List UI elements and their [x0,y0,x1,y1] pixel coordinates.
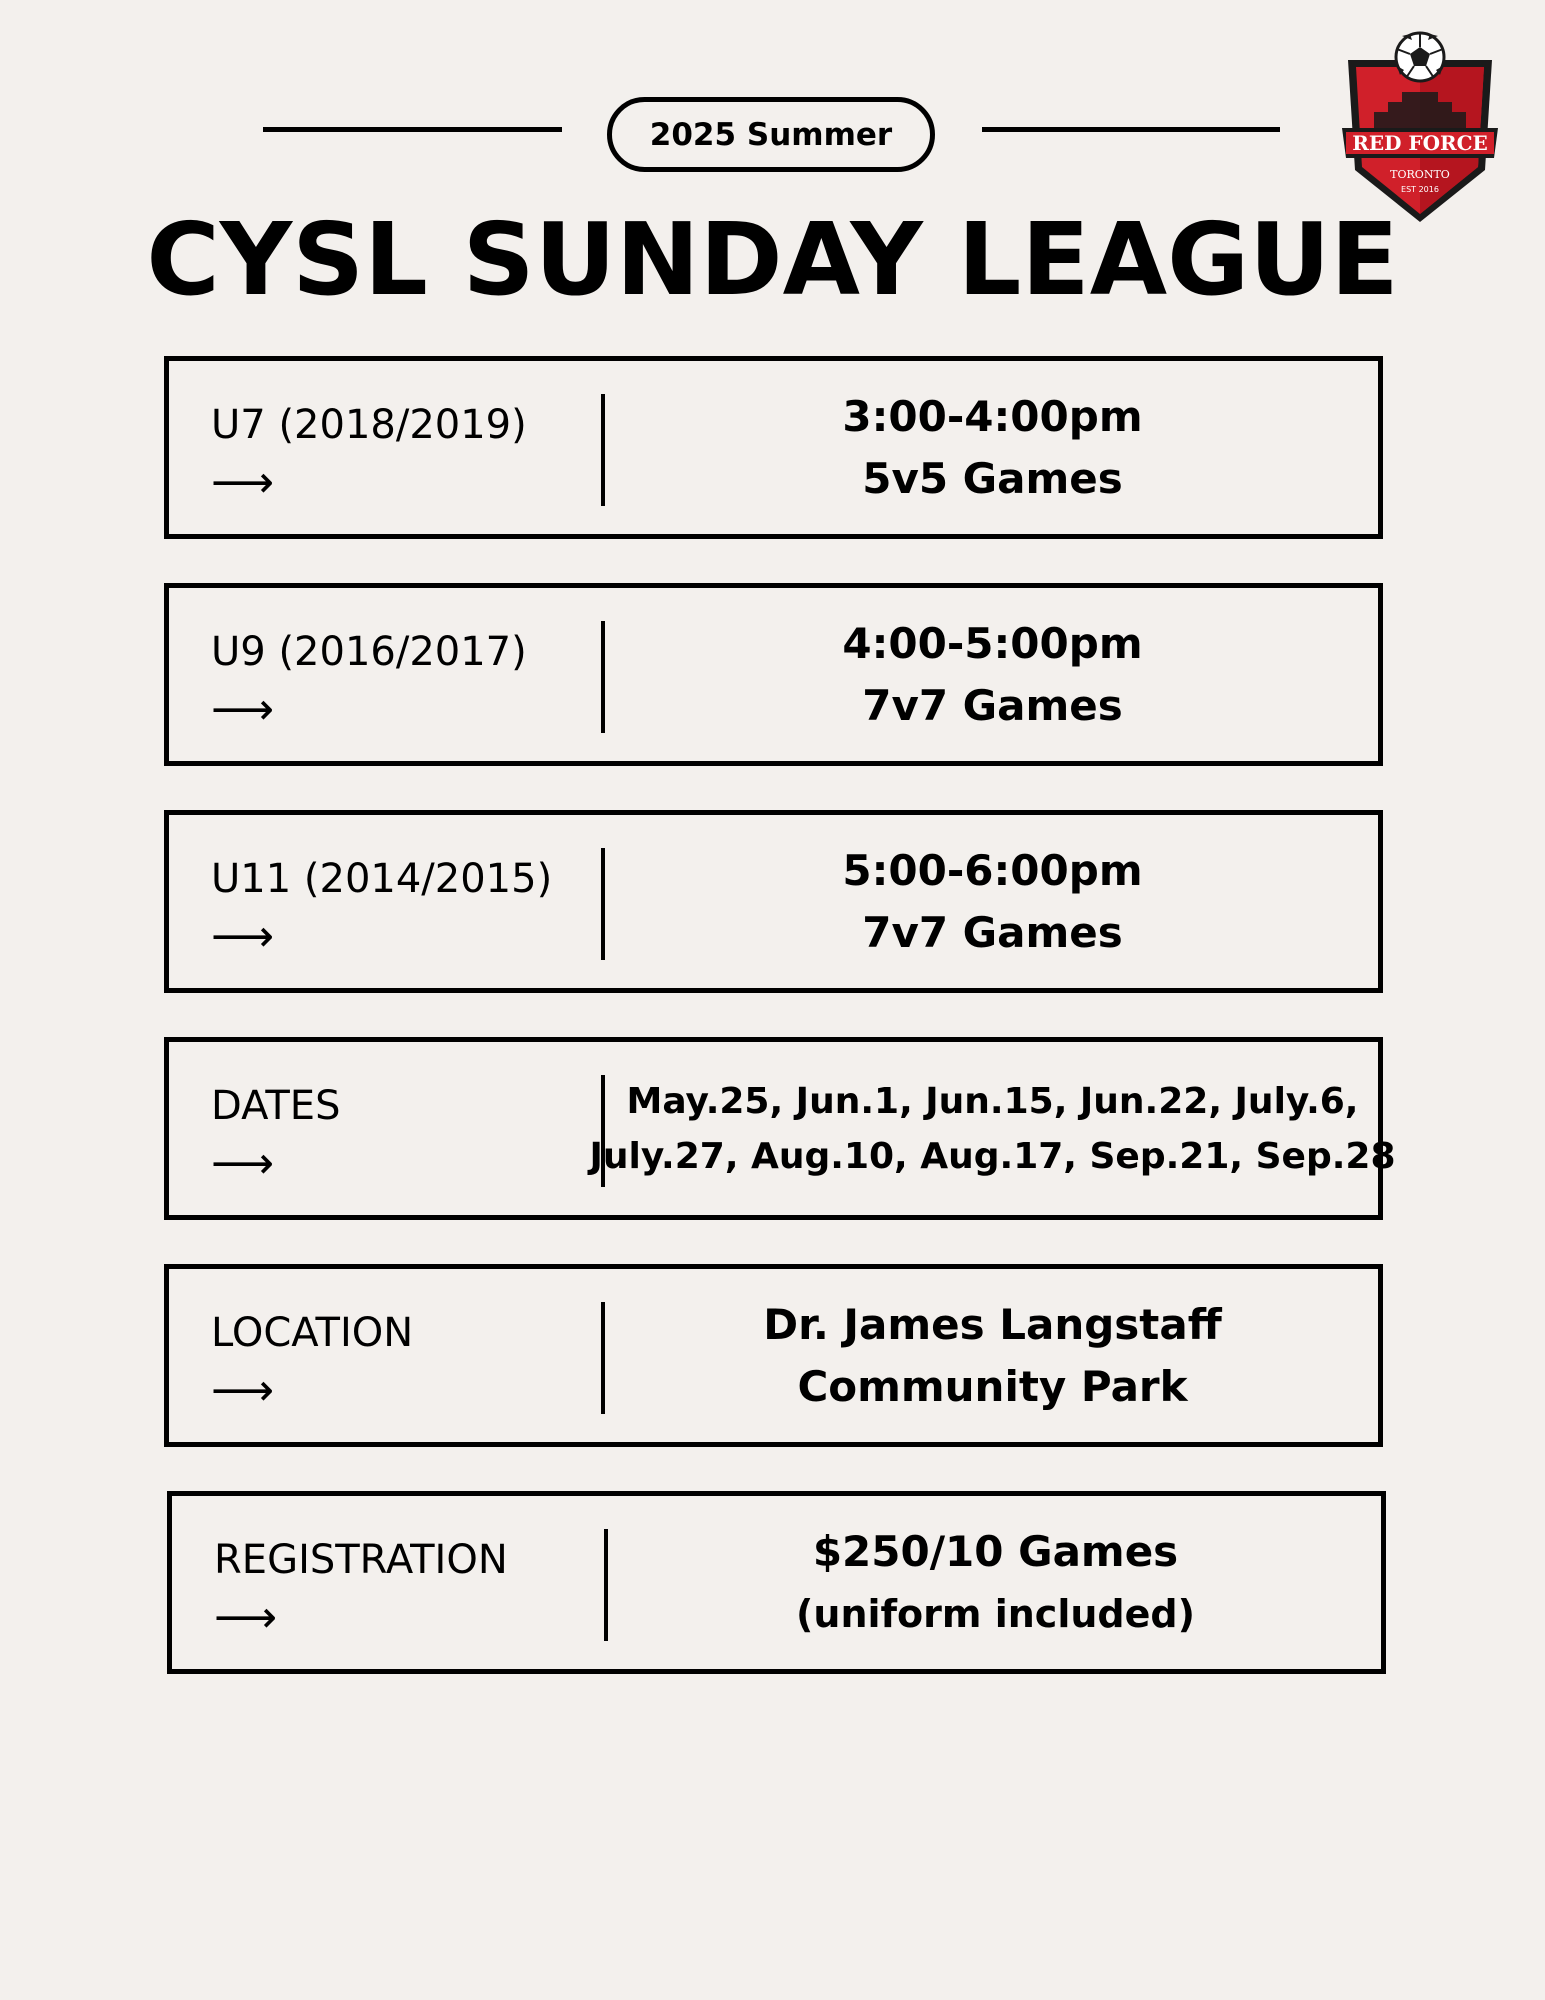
row-value-line1: 3:00-4:00pm [842,391,1143,441]
row-value-line2: Community Park [797,1361,1188,1411]
row-label: U7 (2018/2019) [211,402,527,448]
arrow-right-icon: ⟶ [211,1365,275,1416]
header-left-rule [263,127,562,132]
soccer-ball-crest-icon [1340,30,1500,230]
row-label: U9 (2016/2017) [211,629,527,675]
schedule-row-u7 [164,356,1383,539]
row-value [607,815,1378,988]
logo-established: EST 2016 [1401,185,1439,194]
logo-city: TORONTO [1390,168,1450,181]
row-value [607,1269,1378,1442]
row-label: DATES [211,1083,341,1129]
row-value-line2: 5v5 Games [862,453,1123,503]
arrow-right-icon: ⟶ [211,1138,275,1189]
season-badge [607,97,935,172]
row-divider [604,1529,608,1641]
location-row [164,1264,1383,1447]
arrow-right-icon: ⟶ [211,457,275,508]
header-right-rule [982,127,1280,132]
arrow-right-icon: ⟶ [211,684,275,735]
row-value-line2: 7v7 Games [862,907,1123,957]
arrow-right-icon: ⟶ [211,911,275,962]
row-label: REGISTRATION [214,1537,508,1583]
row-divider [601,848,605,960]
row-value-line1: $250/10 Games [812,1526,1179,1576]
row-value-line2: 7v7 Games [862,680,1123,730]
page-title: CYSL SUNDAY LEAGUE [146,201,1399,318]
row-divider [601,394,605,506]
row-label: U11 (2014/2015) [211,856,553,902]
arrow-right-icon: ⟶ [214,1592,278,1643]
row-value-line2: July.27, Aug.10, Aug.17, Sep.21, Sep.28 [589,1135,1396,1177]
row-divider [601,621,605,733]
red-force-logo [1340,30,1500,230]
row-label: LOCATION [211,1310,414,1356]
row-value [607,588,1378,761]
row-value-line1: May.25, Jun.1, Jun.15, Jun.22, July.6, [626,1080,1359,1122]
row-value-line1: 4:00-5:00pm [842,618,1143,668]
registration-row [167,1491,1386,1674]
dates-row [164,1037,1396,1220]
season-label: 2025 Summer [649,116,893,153]
row-value [607,361,1378,534]
row-value-line1: 5:00-6:00pm [842,845,1143,895]
row-value-line2: (uniform included) [796,1591,1195,1636]
schedule-row-u9 [164,583,1383,766]
schedule-row-u11 [164,810,1383,993]
row-divider [601,1302,605,1414]
logo-name: RED FORCE [1352,131,1488,155]
row-value-line1: Dr. James Langstaff [763,1299,1222,1349]
row-value [610,1496,1381,1669]
row-value [589,1042,1396,1215]
